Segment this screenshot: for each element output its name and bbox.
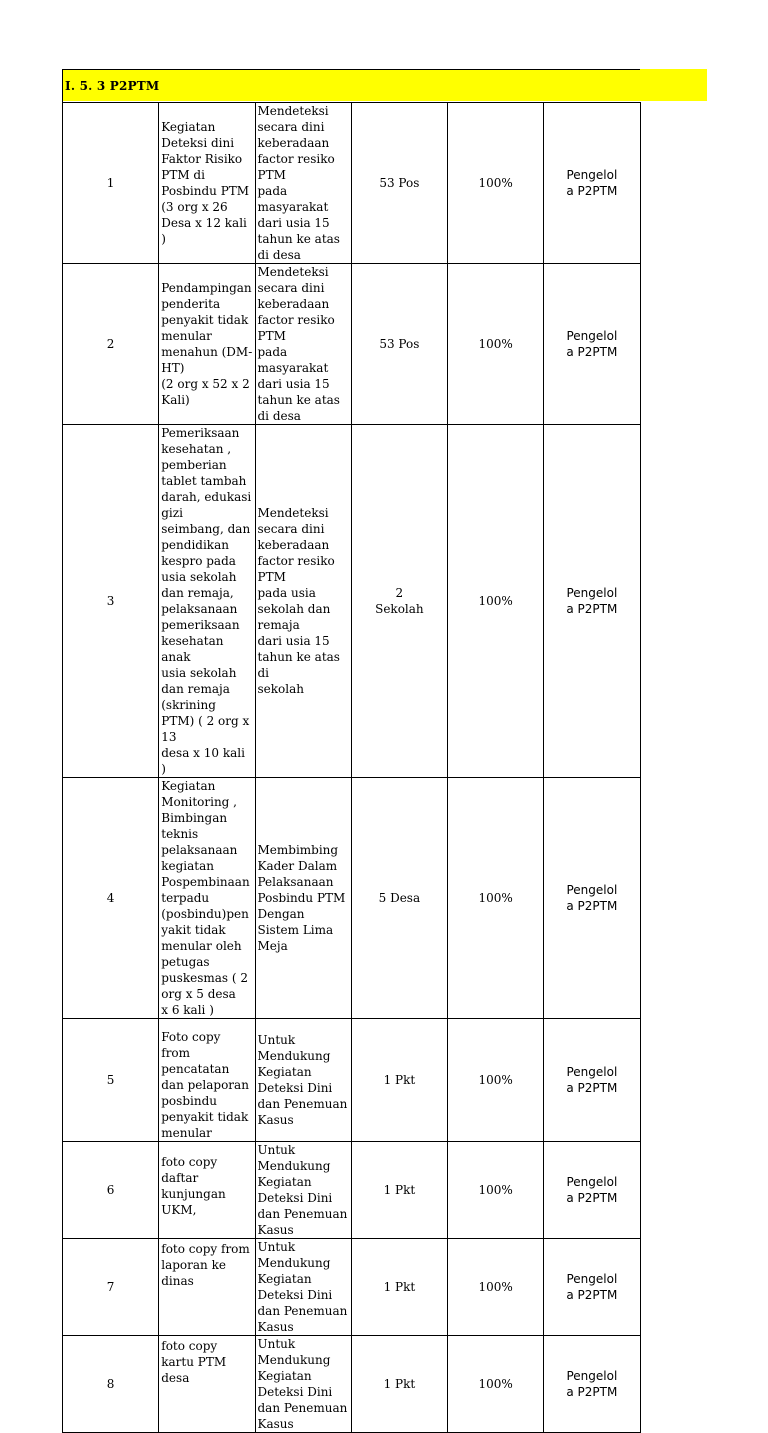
target-cell: 1 Pkt <box>351 1336 447 1433</box>
kegiatan-cell: Pendampingan penderita penyakit tidak menular menahun (DM-HT) (2 org x 52 x 2 Kali) <box>159 264 255 425</box>
tujuan-cell: Membimbing Kader Dalam Pelaksanaan Posbindu PTM Dengan Sistem Lima Meja <box>255 778 351 1019</box>
tujuan-cell: Mendeteksi secara dini keberadaan factor resiko PTM pada masyarakat dari usia 15 tahun ke atas di desa <box>255 103 351 264</box>
row-number: 2 <box>63 264 159 425</box>
penanggung-jawab-cell: Pengelol a P2PTM <box>544 103 640 264</box>
table-row <box>63 1019 641 1142</box>
penanggung-jawab-cell: Pengelol a P2PTM <box>544 1239 640 1336</box>
p2ptm-table <box>62 69 641 1433</box>
percent-cell: 100% <box>448 1239 544 1336</box>
row-number: 3 <box>63 425 159 778</box>
kegiatan-cell: Kegiatan Monitoring , Bimbingan teknis pelaksanaan kegiatan Pospembinaan terpadu (posbindu)penyakit tidak menular oleh petugas puskesmas ( 2 org x 5 desa x 6 kali ) <box>159 778 255 1019</box>
table-row <box>63 264 641 425</box>
kegiatan-cell: foto copy daftar kunjungan UKM, <box>159 1142 255 1239</box>
tujuan-cell: Untuk Mendukung Kegiatan Deteksi Dini dan Penemuan Kasus <box>255 1142 351 1239</box>
kegiatan-cell: Kegiatan Deteksi dini Faktor Risiko PTM di Posbindu PTM (3 org x 26 Desa x 12 kali ) <box>159 103 255 264</box>
section-header-row <box>63 70 641 103</box>
kegiatan-cell: foto copy from laporan ke dinas <box>159 1239 255 1336</box>
target-cell: 53 Pos <box>351 264 447 425</box>
table-row <box>63 1142 641 1239</box>
row-number: 7 <box>63 1239 159 1336</box>
kegiatan-cell: Foto copy from pencatatan dan pelaporan posbindu penyakit tidak menular <box>159 1019 255 1142</box>
percent-cell: 100% <box>448 1336 544 1433</box>
tujuan-cell: Mendeteksi secara dini keberadaan factor resiko PTM pada masyarakat dari usia 15 tahun ke atas di desa <box>255 264 351 425</box>
percent-cell: 100% <box>448 264 544 425</box>
row-number: 1 <box>63 103 159 264</box>
penanggung-jawab-cell: Pengelol a P2PTM <box>544 264 640 425</box>
table-row <box>63 778 641 1019</box>
target-cell: 1 Pkt <box>351 1019 447 1142</box>
penanggung-jawab-cell: Pengelol a P2PTM <box>544 778 640 1019</box>
tujuan-cell: Untuk Mendukung Kegiatan Deteksi Dini dan Penemuan Kasus <box>255 1019 351 1142</box>
target-cell: 53 Pos <box>351 103 447 264</box>
percent-cell: 100% <box>448 103 544 264</box>
percent-cell: 100% <box>448 425 544 778</box>
kegiatan-cell: Pemeriksaan kesehatan , pemberian tablet tambah darah, edukasi gizi seimbang, dan pendidikan kespro pada usia sekolah dan remaja, pelaksanaan pemeriksaan kesehatan anak usia sekolah dan remaja (skrining PTM) ( 2 org x 13 desa x 10 kali ) <box>159 425 255 778</box>
target-cell: 1 Pkt <box>351 1239 447 1336</box>
table-row <box>63 1239 641 1336</box>
table-row <box>63 103 641 264</box>
row-number: 8 <box>63 1336 159 1433</box>
table-row <box>63 1336 641 1433</box>
penanggung-jawab-cell: Pengelol a P2PTM <box>544 425 640 778</box>
percent-cell: 100% <box>448 1019 544 1142</box>
percent-cell: 100% <box>448 778 544 1019</box>
target-cell: 5 Desa <box>351 778 447 1019</box>
table-row <box>63 425 641 778</box>
penanggung-jawab-cell: Pengelol a P2PTM <box>544 1142 640 1239</box>
target-cell: 2 Sekolah <box>351 425 447 778</box>
row-number: 5 <box>63 1019 159 1142</box>
target-cell: 1 Pkt <box>351 1142 447 1239</box>
penanggung-jawab-cell: Pengelol a P2PTM <box>544 1019 640 1142</box>
percent-cell: 100% <box>448 1142 544 1239</box>
row-number: 6 <box>63 1142 159 1239</box>
section-title: I. 5. 3 P2PTM <box>65 79 160 93</box>
section-header-cell <box>63 70 641 103</box>
tujuan-cell: Untuk Mendukung Kegiatan Deteksi Dini dan Penemuan Kasus <box>255 1336 351 1433</box>
tujuan-cell: Mendeteksi secara dini keberadaan factor resiko PTM pada usia sekolah dan remaja dari usia 15 tahun ke atas di sekolah <box>255 425 351 778</box>
kegiatan-cell: foto copy kartu PTM desa <box>159 1336 255 1433</box>
tujuan-cell: Untuk Mendukung Kegiatan Deteksi Dini dan Penemuan Kasus <box>255 1239 351 1336</box>
row-number: 4 <box>63 778 159 1019</box>
penanggung-jawab-cell: Pengelol a P2PTM <box>544 1336 640 1433</box>
